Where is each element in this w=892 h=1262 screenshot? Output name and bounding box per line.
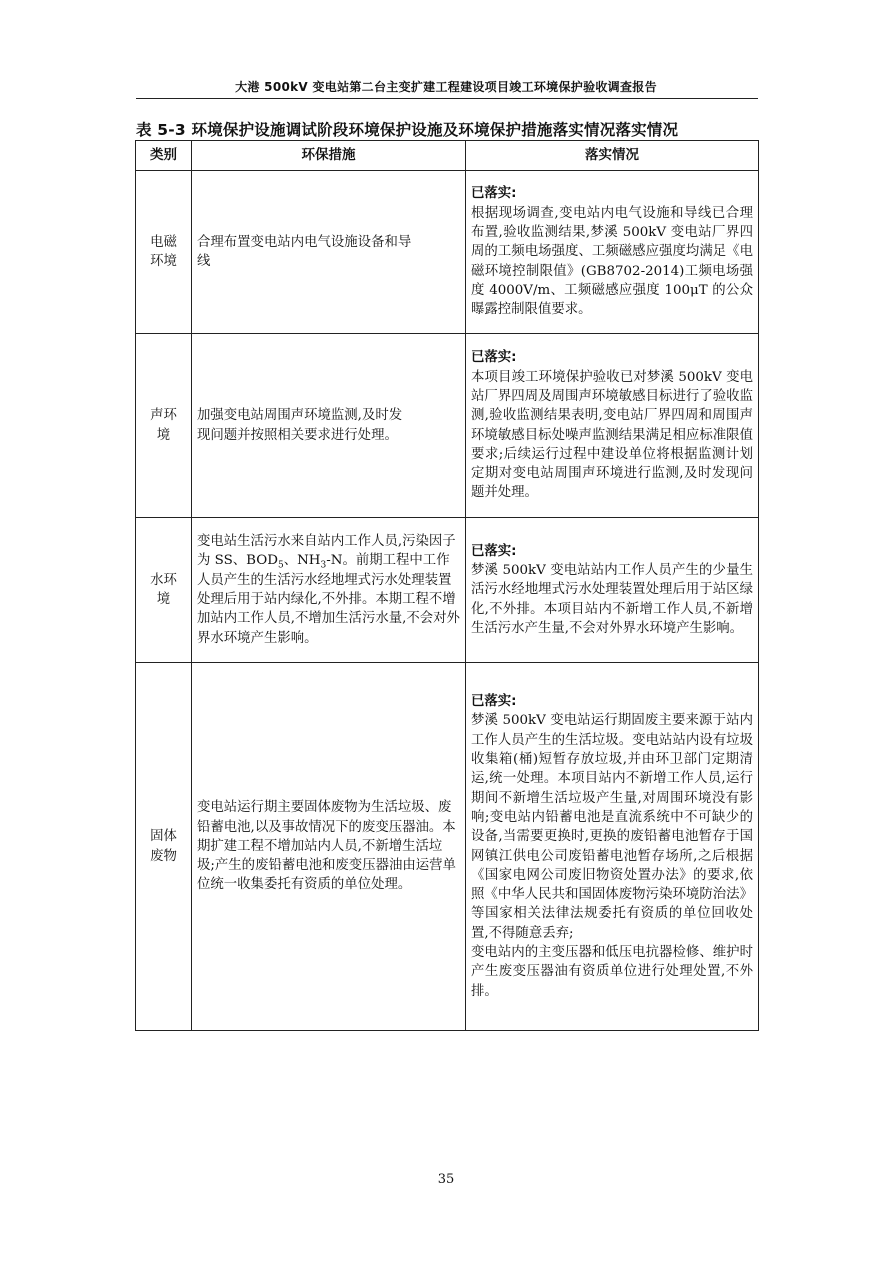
status-cell <box>466 663 759 1031</box>
table-row-electromagnetic <box>136 171 759 334</box>
status-cell <box>466 171 759 334</box>
running-header: 大港 500kV 变电站第二台主变扩建工程建设项目竣工环境保护验收调查报告 <box>235 80 657 94</box>
measure-text <box>197 534 460 645</box>
status-extra-text: 变电站内的主变压器和低压电抗器检修、维护时产生废变压器油有资质单位进行处理处置,不外排。 <box>471 944 753 999</box>
category-text: 电磁 环境 <box>150 234 177 269</box>
status-text: 梦溪 500kV 变电站站内工作人员产生的少量生活污水经地埋式污水处理装置处理后用于站区绿化,不外排。本项目站内不新增工作人员,不新增生活污水产生量,不会对外界水环境产生影响。 <box>471 563 753 636</box>
status-label: 已落实: <box>471 694 517 710</box>
subscript-5: 5 <box>277 561 284 572</box>
header-rule <box>136 98 758 99</box>
measure-cell <box>192 518 466 663</box>
status-cell <box>466 334 759 518</box>
category-text: 声环 境 <box>150 408 177 443</box>
column-header-status: 落实情况 <box>466 141 759 171</box>
table-row-solid-waste <box>136 663 759 1031</box>
page-number: 35 <box>437 1172 455 1187</box>
table-caption: 表 5-3 环境保护设施调试阶段环境保护设施及环境保护措施落实情况落实情况 <box>136 121 679 139</box>
column-header-measure: 环保措施 <box>192 141 466 171</box>
table-row-acoustic <box>136 334 759 518</box>
status-text: 梦溪 500kV 变电站运行期固废主要来源于站内工作人员产生的生活垃圾。变电站站内设有垃圾收集箱(桶)短暂存放垃圾,并由环卫部门定期清运,统一处理。本项目站内不新增工作人员,运行期间不新增生活垃圾产生量,对周围环境没有影响;变电站内铅蓄电池是直流系统中不可缺少的设备,当需要更换时,更换的废铅蓄电池暂存于国网镇江供电公司废铅蓄电池暂存场所,之后根据《国家电网公司废旧物资处置办法》的要求,依照《中华人民共和国固体废物污染环境防治法》等国家相关法律法规委托有资质的单位回收处置,不得随意丢弃; <box>471 713 753 941</box>
subscript-3: 3 <box>320 561 327 572</box>
category-cell <box>136 518 192 663</box>
status-cell <box>466 518 759 663</box>
measure-text: 合理布置变电站内电气设施设备和导 线 <box>197 234 412 269</box>
status-text: 本项目竣工环境保护验收已对梦溪 500kV 变电站厂界四周及周围声环境敏感目标进行了验收监测,验收监测结果表明,变电站厂界四周和周围声环境敏感目标处噪声监测结果满足相应标准限值要求;后续运行过程中建设单位将根据监测计划定期对变电站周围声环境进行监测,及时发现问题并处理。 <box>471 369 753 501</box>
category-text: 固体 废物 <box>150 829 177 864</box>
measure-text-middle: 、NH <box>283 553 321 569</box>
measure-text-after: -N。前期工程中工作人员产生的生活污水经地埋式污水处理装置处理后用于站内绿化,不外排。本期工程不增加站内工作人员,不增加生活污水量,不会对外界水环境产生影响。 <box>197 553 460 646</box>
category-cell <box>136 171 192 334</box>
measure-cell <box>192 334 466 518</box>
table-header-row <box>136 141 759 171</box>
measure-cell <box>192 663 466 1031</box>
status-label: 已落实: <box>471 543 517 559</box>
category-cell <box>136 663 192 1031</box>
category-cell <box>136 334 192 518</box>
measures-table <box>135 140 759 1031</box>
measure-text-before: 变电站生活污水来自站内工作人员,污染因子为 SS、BOD <box>197 534 456 569</box>
table-row-water <box>136 518 759 663</box>
measure-text: 变电站运行期主要固体废物为生活垃圾、废铅蓄电池,以及事故情况下的废变压器油。本期扩建工程不增加站内人员,不新增生活垃圾;产生的废铅蓄电池和废变压器油由运营单位统一收集委托有资质的单位处理。 <box>197 800 456 893</box>
status-text: 根据现场调查,变电站内电气设施和导线已合理布置,验收监测结果,梦溪 500kV 变电站厂界四周的工频电场强度、工频磁感应强度均满足《电磁环境控制限值》(GB8702-2014)工频电场强度 4000V/m、工频磁感应强度 100μT 的公众曝露控制限值要求。 <box>471 205 753 318</box>
measure-text: 加强变电站周围声环境监测,及时发 现问题并按照相关要求进行处理。 <box>197 408 403 443</box>
measure-cell <box>192 171 466 334</box>
status-label: 已落实: <box>471 350 517 366</box>
status-label: 已落实: <box>471 186 517 202</box>
category-text: 水环 境 <box>150 572 177 607</box>
column-header-category: 类别 <box>136 141 192 171</box>
